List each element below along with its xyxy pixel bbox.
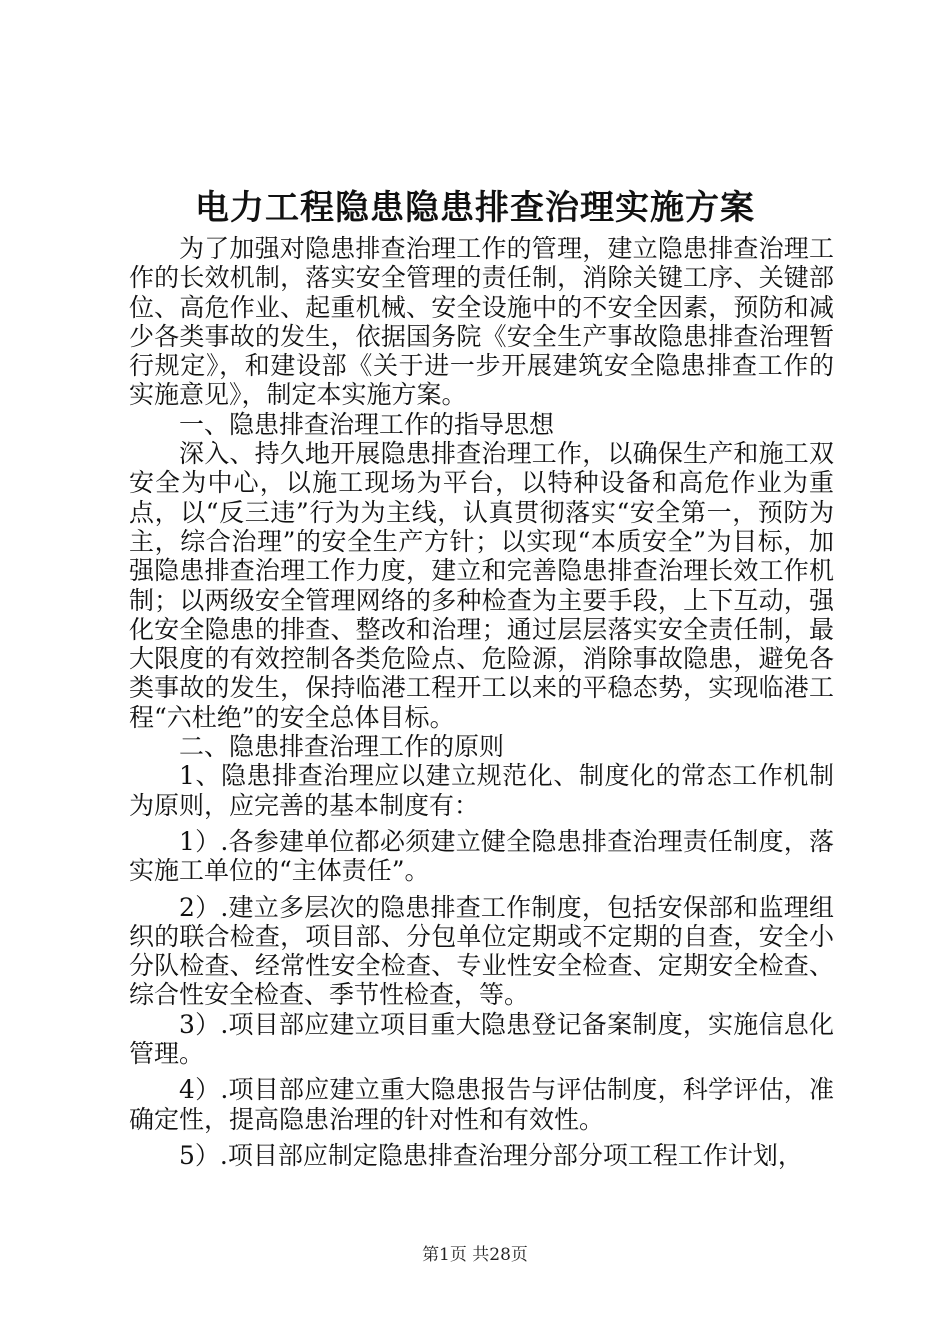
paragraph-principle-1: 1、隐患排查治理应以建立规范化、制度化的常态工作机制为原则，应完善的基本制度有： — [129, 761, 834, 820]
section-heading-guiding-ideology: 一、隐患排查治理工作的指导思想 — [179, 409, 555, 439]
paragraph-guiding-ideology: 深入、持久地开展隐患排查治理工作，以确保生产和施工双安全为中心，以施工现场为平台，以特种设备和高危作业为重点，以“反三违”行为为主线，认真贯彻落实“安全第一，预防为主，综合治理”的安全生产方针；以实现“本质安全”为目标，加强隐患排查治理工作力度，建立和完善隐患排查治理长效工作机制；以两级安全管理网络的多种检查为主要手段，上下互动，强化安全隐患的排查、整改和治理；通过层层落实安全责任制，最大限度的有效控制各类危险点、危险源，消除事故隐患，避免各类事故的发生，保持临港工程开工以来的平稳态势，实现临港工程“六杜绝”的安全总体目标。 — [129, 439, 834, 732]
list-item-4: 4）.项目部应建立重大隐患报告与评估制度，科学评估，准确定性，提高隐患治理的针对性和有效性。 — [129, 1075, 834, 1134]
paragraph-intro: 为了加强对隐患排查治理工作的管理，建立隐患排查治理工作的长效机制，落实安全管理的责任制，消除关键工序、关键部位、高危作业、起重机械、安全设施中的不安全因素，预防和减少各类事故的发生，依据国务院《安全生产事故隐患排查治理暂行规定》，和建设部《关于进一步开展建筑安全隐患排查工作的实施意见》，制定本实施方案。 — [129, 234, 834, 410]
document-title: 电力工程隐患隐患排查治理实施方案 — [195, 188, 755, 228]
list-item-3: 3）.项目部应建立项目重大隐患登记备案制度，实施信息化管理。 — [129, 1009, 834, 1069]
document-body — [129, 234, 834, 1170]
list-item-2: 2）.建立多层次的隐患排查工作制度，包括安保部和监理组织的联合检查，项目部、分包单位定期或不定期的自查，安全小分队检查、经常性安全检查、专业性安全检查、定期安全检查、综合性安全检查、季节性检查，等。 — [129, 892, 834, 1010]
list-item-1: 1）.各参建单位都必须建立健全隐患排查治理责任制度，落实施工单位的“主体责任”。 — [129, 826, 834, 886]
page-footer: 第1页 共28页 — [422, 1245, 528, 1265]
list-item-5: 5）.项目部应制定隐患排查治理分部分项工程工作计划， — [179, 1140, 803, 1170]
section-heading-principles: 二、隐患排查治理工作的原则 — [179, 732, 505, 762]
